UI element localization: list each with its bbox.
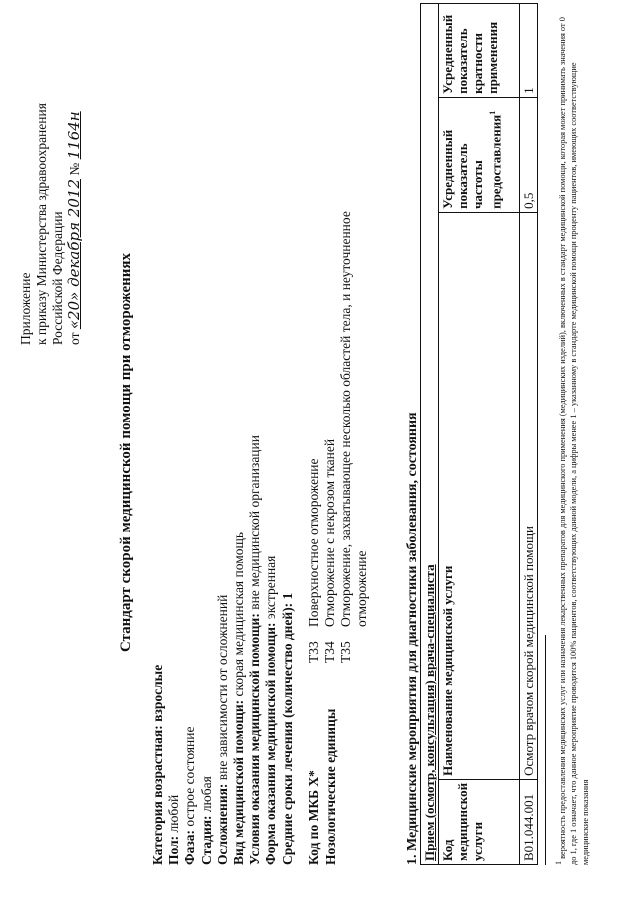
appendix-header xyxy=(18,15,83,345)
service-mult: 1 xyxy=(520,4,538,98)
date-prefix: от xyxy=(67,332,82,345)
prop-care-form: Форма оказания медицинской помощи: экстренная xyxy=(263,555,279,865)
document-title: Стандарт скорой медицинской помощи при отморожениях xyxy=(118,252,134,653)
table-subheader xyxy=(421,4,439,865)
col-code-header: Код медицинской услуги xyxy=(439,779,520,864)
service-code: B01.044.001 xyxy=(520,779,538,864)
icd-item: T35 Отморожение, захватывающее несколько областей тела, и неуточненное отморожение xyxy=(338,211,369,663)
prop-stage: Стадия: любая xyxy=(198,776,214,865)
col-mult-header: Усредненный показатель кратности применения xyxy=(439,4,520,98)
footnote-divider xyxy=(545,635,546,865)
appendix-date-line xyxy=(66,15,83,345)
prop-complications: Осложнения: вне зависимости от осложнений xyxy=(214,594,230,865)
table-row xyxy=(520,4,538,865)
handwritten-number: 1164н xyxy=(65,111,83,160)
footnote-mark: 1 xyxy=(488,110,497,115)
footnote: $^1$ вероятность предоставления медицинских услуг или назначения лекарственных препаратов для медицинского применения (медицинских изделий), включенных в стандарт медицинской помощи, которая может принимать значения от 0 до 1, где 1 означает, что данное мероприятие проводится 100% пациентов, соответствующих данной модели, а цифры менее 1 – указанному в стандарте медицинской помощи проценту пациентов, имеющих соответствующие медицинские показания xyxy=(554,17,590,865)
icd-item: T33 Поверхностное отморожение xyxy=(306,458,321,663)
nosology-label: Нозологические единицы xyxy=(323,708,338,865)
standard-properties xyxy=(150,435,296,865)
col-name-header: Наименование медицинской услуги xyxy=(439,212,520,779)
appendix-label: Приложение xyxy=(18,272,33,345)
appendix-ministry-line: Российской Федерации xyxy=(50,211,65,345)
col-freq-header: Усредненный показатель частоты предоставления$^1$ xyxy=(439,97,520,212)
section-title: 1. Медицинские мероприятия для диагностики заболевания, состояния xyxy=(405,412,420,865)
prop-care-conditions: Условия оказания медицинской помощи: вне медицинской организации xyxy=(247,435,263,865)
service-freq: 0,5 xyxy=(520,97,538,212)
appendix-order-line: к приказу Министерства здравоохранения xyxy=(34,103,49,345)
prop-sex: Пол: любой xyxy=(166,794,182,865)
table-header-row xyxy=(439,4,520,865)
prop-duration: Средние сроки лечения (количество дней): 1 xyxy=(279,592,295,865)
prop-phase: Фаза: острое состояние xyxy=(182,726,198,865)
icd-item: T34 Отморожение с некрозом тканей xyxy=(322,438,337,663)
service-name: Осмотр врачом скорой медицинской помощи xyxy=(520,212,538,779)
icd-code-list xyxy=(306,143,370,663)
prop-age: Категория возрастная: взрослые xyxy=(150,664,165,865)
services-table xyxy=(420,3,538,865)
footnote-number: 1 xyxy=(554,861,563,865)
number-sign: № xyxy=(67,162,82,176)
prop-care-type: Вид медицинской помощи: скорая медицинская помощь xyxy=(231,531,247,865)
subheader-cell: Прием (осмотр, консультация) врача-специалиста xyxy=(421,4,439,865)
icd-code-label: Код по МКБ X* xyxy=(306,770,321,865)
handwritten-date: «20» декабря 2012 xyxy=(65,179,83,330)
